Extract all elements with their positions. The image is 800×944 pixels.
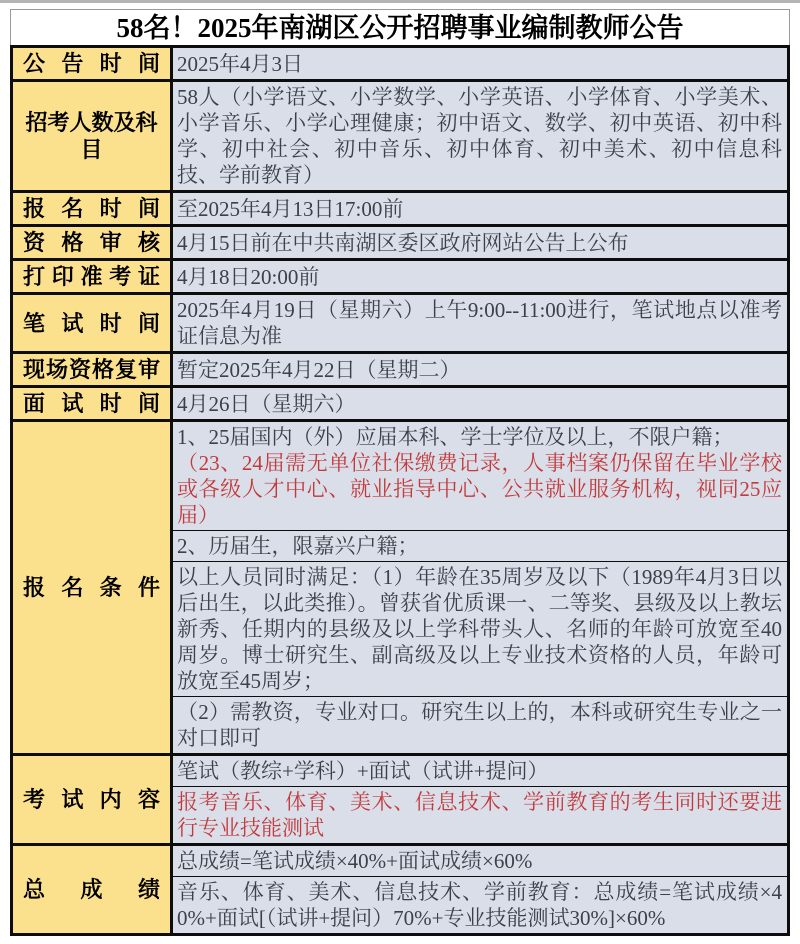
condition-cell-certificate-major xyxy=(173,696,787,753)
row-qualification-review-content xyxy=(173,227,787,258)
row-label-text: 资格审核 xyxy=(23,230,160,255)
row-interview-time-content xyxy=(173,388,787,419)
row-total-score-label xyxy=(13,846,173,933)
condition-cell-age-limits xyxy=(173,561,787,696)
row-positions-subjects xyxy=(13,79,787,190)
content-cell xyxy=(173,261,787,292)
row-registration-time-label xyxy=(13,193,173,224)
row-application-conditions xyxy=(13,419,787,753)
announcement-table xyxy=(10,45,790,936)
row-qualification-review xyxy=(13,224,787,258)
row-announce-date-label xyxy=(13,48,173,79)
exam-cell-skill-test-note xyxy=(173,786,787,843)
row-announce-date-content xyxy=(173,48,787,79)
row-total-score xyxy=(13,843,787,933)
row-label-text: 打印准考证 xyxy=(23,264,160,289)
row-interview-time-label xyxy=(13,388,173,419)
page-title: 58名！2025年南湖区公开招聘事业编制教师公告 xyxy=(10,9,790,45)
row-total-score-content xyxy=(173,846,787,933)
row-onsite-requalification xyxy=(13,351,787,385)
cell-text: 4月15日前在中共南湖区委区政府网站公告上公布 xyxy=(177,230,629,255)
cell-text: 至2025年4月13日17:00前 xyxy=(177,196,404,221)
content-cell xyxy=(173,48,787,79)
condition-cell-fresh-graduates xyxy=(173,422,787,530)
row-positions-subjects-content xyxy=(173,82,787,190)
row-print-admission-ticket-label xyxy=(13,261,173,292)
condition-cell-previous-graduates xyxy=(173,530,787,561)
row-label-text: 总成绩 xyxy=(23,877,160,902)
row-registration-time-content xyxy=(173,193,787,224)
cell-text: （2）需教资，专业对口。研究生以上的，本科或研究生专业之一对口即可 xyxy=(177,700,782,750)
row-label-text: 报名条件 xyxy=(23,575,160,600)
row-label-text: 现场资格复审 xyxy=(23,357,160,382)
score-cell-skill-subjects-formula xyxy=(173,876,787,933)
exam-cell-structure xyxy=(173,756,787,786)
row-written-exam-time xyxy=(13,292,787,351)
row-announce-date xyxy=(13,48,787,79)
row-application-conditions-content xyxy=(173,422,787,753)
cell-text: 暂定2025年4月22日（星期二） xyxy=(177,357,461,382)
content-cell xyxy=(173,295,787,351)
cell-text: 1、25届国内（外）应届本科、学士学位及以上，不限户籍； xyxy=(177,425,734,449)
row-onsite-requalification-content xyxy=(173,354,787,385)
content-cell xyxy=(173,193,787,224)
row-label-text: 笔试时间 xyxy=(23,310,160,336)
row-label-text: 报名时间 xyxy=(23,196,160,221)
row-print-admission-ticket xyxy=(13,258,787,292)
row-interview-time xyxy=(13,385,787,419)
cell-text: 58人（小学语文、小学数学、小学英语、小学体育、小学美术、小学音乐、小学心理健康；初中语文、数学、初中英语、初中科学、初中社会、初中音乐、初中体育、初中美术、初中信息科技、学前教育） xyxy=(177,85,782,187)
row-label-text: 考试内容 xyxy=(23,787,160,812)
cell-text: 4月18日20:00前 xyxy=(177,264,320,289)
content-cell xyxy=(173,227,787,258)
cell-text: 4月26日（星期六） xyxy=(177,391,356,416)
row-exam-content-label xyxy=(13,756,173,843)
cell-text: 2025年4月3日 xyxy=(177,51,303,76)
row-written-exam-time-label xyxy=(13,295,173,351)
row-exam-content xyxy=(13,753,787,843)
cell-text: 以上人员同时满足：（1）年龄在35周岁及以下（1989年4月3日以后出生，以此类推）。曾获省优质课一、二等奖、县级及以上教坛新秀、任期内的县级及以上学科带头人、名师的年龄可放宽至40周岁。博士研究生、副高级及以上专业技术资格的人员，年龄可放宽至45周岁； xyxy=(177,565,782,693)
row-application-conditions-label xyxy=(13,422,173,753)
cell-text: 音乐、体育、美术、信息技术、学前教育：总成绩=笔试成绩×40%+面试[（试讲+提问）70%+专业技能测试30%]×60% xyxy=(177,880,782,930)
row-label-text: 公告时间 xyxy=(23,51,160,76)
row-exam-content-content xyxy=(173,756,787,843)
content-cell xyxy=(173,354,787,385)
cell-text: 2、历届生，限嘉兴户籍； xyxy=(177,534,419,558)
cell-text: 2025年4月19日（星期六）上午9:00--11:00进行，笔试地点以准考证信息为准 xyxy=(177,298,782,348)
cell-text-red-note: 报考音乐、体育、美术、信息技术、学前教育的考生同时还要进行专业技能测试 xyxy=(177,790,782,840)
row-written-exam-time-content xyxy=(173,295,787,351)
score-cell-general-formula xyxy=(173,846,787,876)
row-positions-subjects-label xyxy=(13,82,173,190)
content-cell xyxy=(173,388,787,419)
cell-text: 笔试（教综+学科）+面试（试讲+提问） xyxy=(177,759,549,783)
row-label-text: 面试时间 xyxy=(23,391,160,416)
row-onsite-requalification-label xyxy=(13,354,173,385)
row-qualification-review-label xyxy=(13,227,173,258)
cell-text-red-note: （23、24届需无单位社保缴费记录，人事档案仍保留在毕业学校或各级人才中心、就业指导中心、公共就业服务机构，视同25应届） xyxy=(177,451,782,527)
row-registration-time xyxy=(13,190,787,224)
cell-text: 总成绩=笔试成绩×40%+面试成绩×60% xyxy=(177,849,533,873)
content-cell xyxy=(173,82,787,190)
row-label-text: 招考人数及科目 xyxy=(25,110,158,162)
row-print-admission-ticket-content xyxy=(173,261,787,292)
